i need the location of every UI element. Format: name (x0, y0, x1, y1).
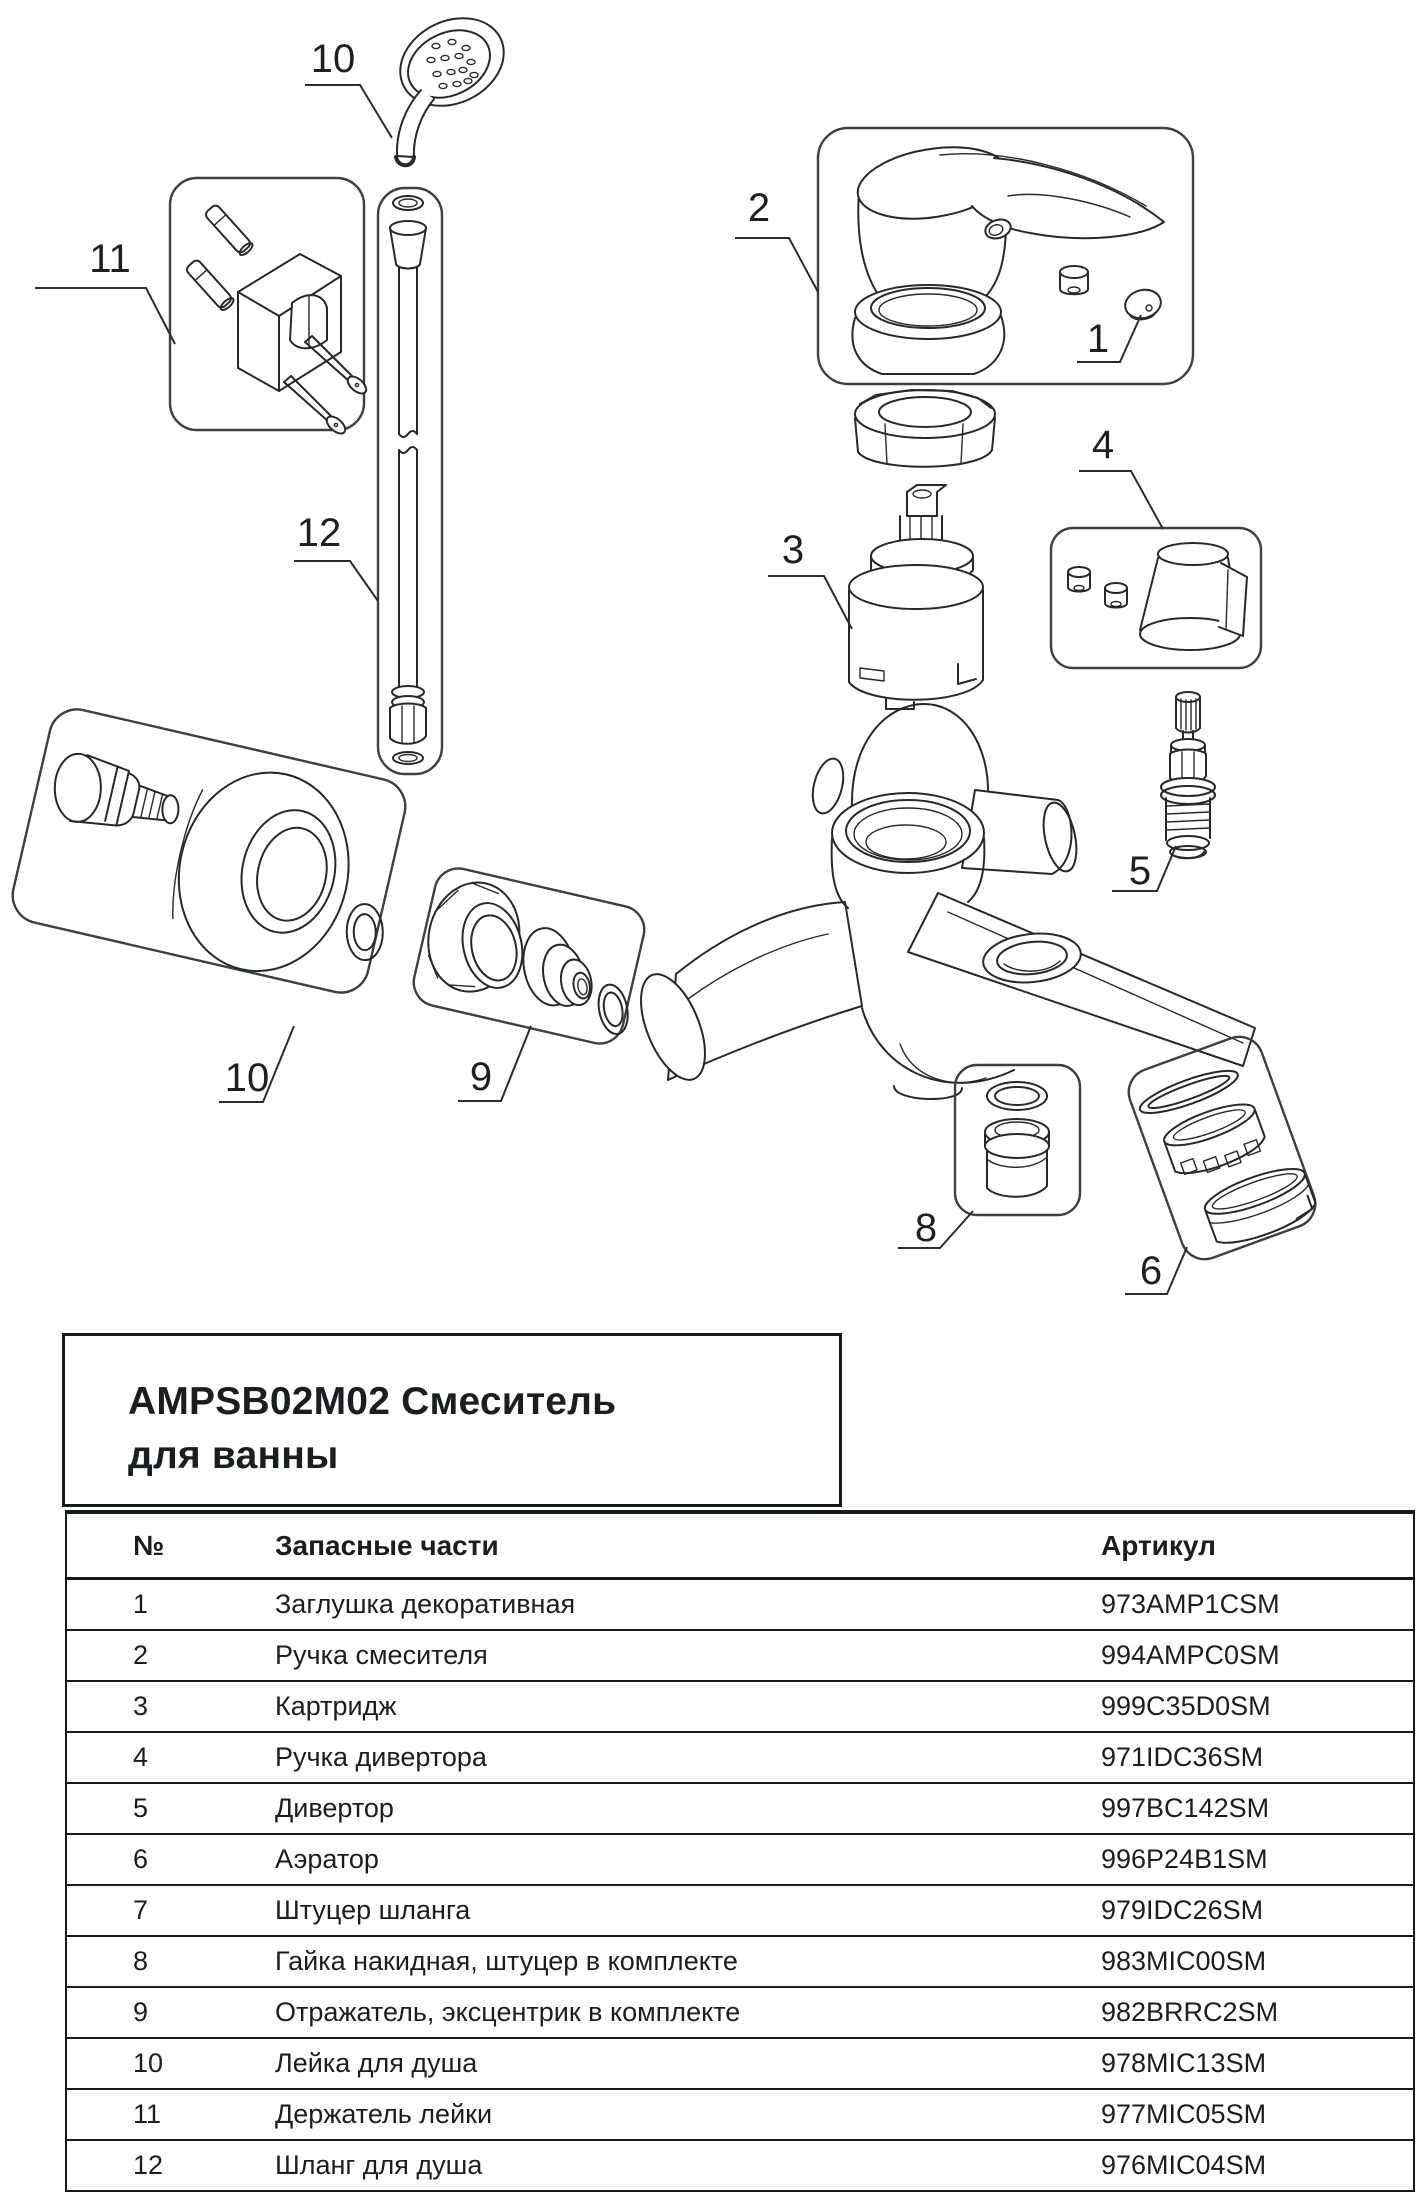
escutcheon-icon (158, 755, 368, 988)
header-num: № (133, 1529, 165, 1561)
cell-name: Держатель лейки (275, 2099, 493, 2129)
cell-name: Ручка смесителя (275, 1640, 488, 1670)
cell-name: Заглушка декоративная (275, 1589, 576, 1619)
cell-name: Шланг для душа (275, 2150, 483, 2180)
hose-nut-box (955, 1065, 1080, 1215)
callout-10-shower: 10 (310, 37, 356, 81)
table-row (67, 1580, 1413, 1631)
cell-num: 9 (133, 1997, 149, 2027)
callout-12: 12 (296, 511, 342, 555)
hose-icon (390, 196, 426, 764)
small-plug-icon (1105, 583, 1127, 608)
cell-num: 7 (133, 1895, 149, 1925)
diverter-knob-icon (1140, 543, 1247, 650)
cell-num: 12 (133, 2150, 164, 2180)
table-row (67, 2039, 1413, 2090)
parts-table (65, 1510, 1415, 2192)
shower-head-icon (385, 1, 518, 165)
holder-bracket-icon (238, 254, 341, 391)
callout-1: 1 (1086, 317, 1110, 361)
nut-gasket-icon (987, 1082, 1047, 1110)
cartridge-icon (849, 485, 983, 709)
diverter-valve-icon (1161, 692, 1215, 858)
callout-8: 8 (914, 1206, 938, 1250)
cell-name: Аэратор (275, 1844, 379, 1874)
title-block (62, 1333, 842, 1507)
cell-name: Отражатель, эксцентрик в комплекте (275, 1997, 741, 2027)
product-title-line2: для ванны (128, 1434, 339, 1477)
callout-4: 4 (1091, 423, 1115, 467)
table-row (67, 1835, 1413, 1886)
table-row (67, 1631, 1413, 1682)
product-title-line1: AMPSB02M02 Смеситель (128, 1380, 617, 1423)
cell-sku: 994AMPC0SM (1101, 1640, 1280, 1670)
handle-ring-icon (852, 285, 1004, 374)
o-ring-icon (584, 976, 642, 1042)
cell-num: 2 (133, 1640, 149, 1670)
table-row (67, 1733, 1413, 1784)
screw-plug-icon (1060, 266, 1088, 294)
parts-table-header (67, 1514, 1413, 1580)
escutcheon-box (7, 704, 423, 1001)
eccentric-icon (40, 744, 189, 849)
cell-num: 3 (133, 1691, 149, 1721)
aerator-box (1122, 1030, 1322, 1266)
table-row (67, 1886, 1413, 1937)
decor-cap-icon (1122, 286, 1164, 322)
cell-num: 1 (133, 1589, 149, 1619)
table-row (67, 1682, 1413, 1733)
cell-name: Картридж (275, 1691, 397, 1721)
cell-sku: 977MIC05SM (1101, 2099, 1267, 2129)
cell-sku: 982BRRC2SM (1101, 1997, 1279, 2027)
diverter-knob-box (1051, 528, 1261, 668)
table-row (67, 1988, 1413, 2039)
cell-num: 5 (133, 1793, 149, 1823)
cell-num: 6 (133, 1844, 149, 1874)
small-plug-icon (1068, 567, 1090, 592)
callout-9: 9 (469, 1055, 493, 1099)
wall-anchor-icon (204, 204, 254, 257)
cell-sku: 999C35D0SM (1101, 1691, 1271, 1721)
table-row (67, 2141, 1413, 2190)
leader-lines (35, 85, 1187, 1294)
cell-sku: 973AMP1CSM (1101, 1589, 1280, 1619)
hose-fitting-icon (985, 1119, 1049, 1197)
wall-anchor-icon (185, 259, 235, 312)
cell-name: Ручка дивертора (275, 1742, 487, 1772)
callout-5: 5 (1128, 849, 1152, 893)
gasket-icon (334, 896, 395, 968)
header-name: Запасные части (275, 1529, 499, 1561)
cell-sku: 976MIC04SM (1101, 2150, 1267, 2180)
cell-name: Гайка накидная, штуцер в комплекте (275, 1946, 738, 1976)
cell-sku: 997BC142SM (1101, 1793, 1270, 1823)
cap-nut-icon (855, 390, 995, 467)
screw-icon (284, 376, 348, 437)
cell-num: 10 (133, 2048, 164, 2078)
cell-num: 4 (133, 1742, 149, 1772)
callout-2: 2 (747, 186, 771, 230)
mixer-handle-box (818, 128, 1193, 384)
table-row (67, 1937, 1413, 1988)
cell-name: Дивертор (275, 1793, 394, 1823)
callout-10-escutcheon: 10 (224, 1056, 270, 1100)
cell-name: Штуцер шланга (275, 1895, 471, 1925)
cell-num: 11 (133, 2099, 162, 2129)
faucet-body-icon (628, 704, 1255, 1099)
cell-num: 8 (133, 1946, 149, 1976)
aerator-shell-icon (1200, 1160, 1320, 1251)
callout-6: 6 (1139, 1249, 1163, 1293)
shower-holder-box (170, 178, 369, 437)
cell-sku: 971IDC36SM (1101, 1742, 1264, 1772)
cell-name: Лейка для душа (275, 2048, 478, 2078)
callout-3: 3 (781, 528, 805, 572)
callout-11: 11 (89, 237, 131, 281)
table-row (67, 2090, 1413, 2141)
cell-sku: 978MIC13SM (1101, 2048, 1267, 2078)
table-row (67, 1784, 1413, 1835)
cell-sku: 996P24B1SM (1101, 1844, 1268, 1874)
header-sku: Артикул (1101, 1529, 1216, 1561)
parts-table-body (67, 1580, 1413, 2190)
cell-sku: 979IDC26SM (1101, 1895, 1264, 1925)
cell-sku: 983MIC00SM (1101, 1946, 1267, 1976)
coupling-nut-box (409, 864, 659, 1051)
shower-hose-box (378, 188, 442, 774)
